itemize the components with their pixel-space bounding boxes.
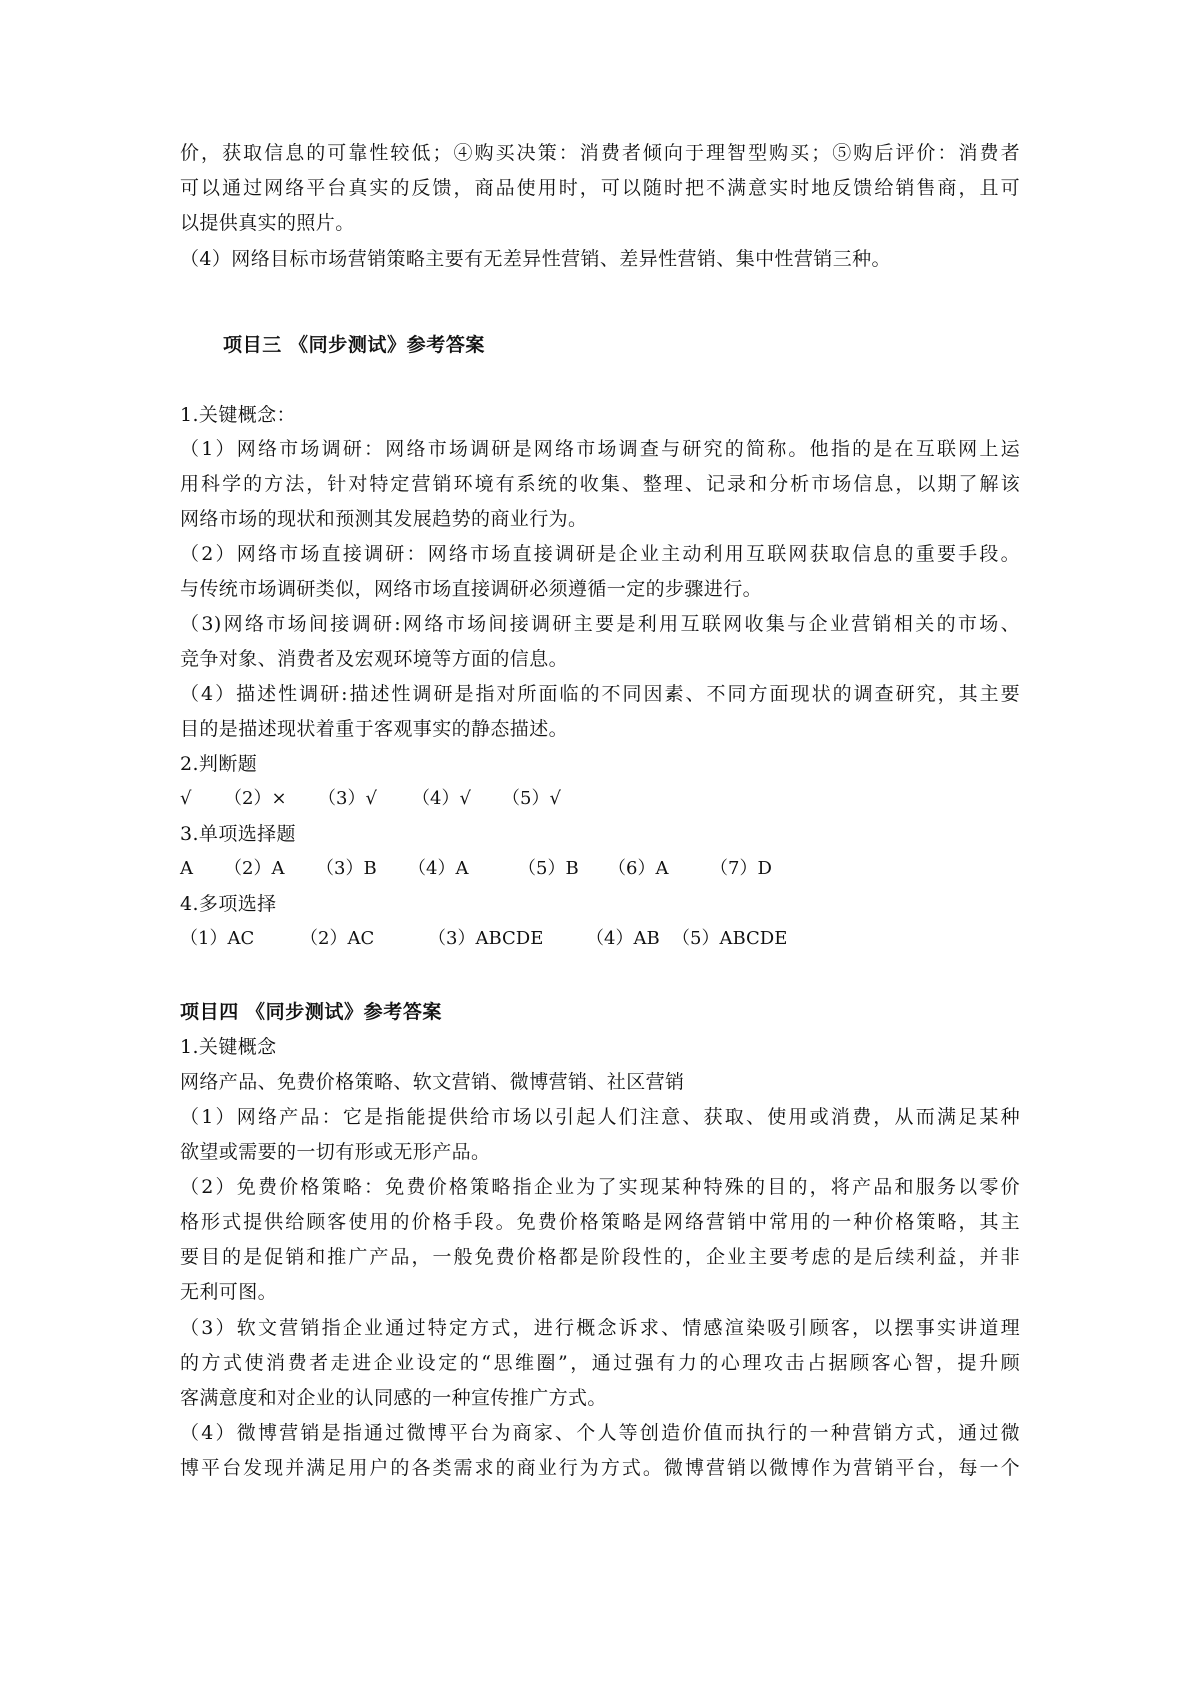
paragraph-line: （4）网络目标市场营销策略主要有无差异性营销、差异性营销、集中性营销三种。 [180,248,891,270]
paragraph-line: 目的是描述现状着重于客观事实的静态描述。 [180,718,569,740]
paragraph-line: 要目的是促销和推广产品，一般免费价格都是阶段性的，企业主要考虑的是后续利益，并非 [180,1246,1020,1268]
section-title: 3.单项选择题 [180,823,296,845]
paragraph-line: 价，获取信息的可靠性较低；④购买决策：消费者倾向于理智型购买；⑤购后评价：消费者 [180,142,1020,164]
paragraph-line: 与传统市场调研类似，网络市场直接调研必须遵循一定的步骤进行。 [180,578,763,600]
project4-heading: 项目四 《同步测试》参考答案 [180,1001,443,1023]
answer-item: （2）AC [300,928,375,949]
answer-item: （3）B [316,858,377,879]
paragraph-line: （4）描述性调研:描述性调研是指对所面临的不同因素、不同方面现状的调查研究，其主要 [180,683,1020,705]
answer-item: √ [180,788,192,809]
paragraph-line: （2）网络市场直接调研：网络市场直接调研是企业主动利用互联网获取信息的重要手段。 [180,543,1020,565]
answer-item: （2）A [224,858,285,879]
paragraph-line: （2）免费价格策略：免费价格策略指企业为了实现某种特殊的目的，将产品和服务以零价 [180,1176,1020,1198]
single-choice-answers [180,857,1020,881]
paragraph-line: 可以通过网络平台真实的反馈，商品使用时，可以随时把不满意实时地反馈给销售商，且可 [180,177,1020,199]
section-title: 1.关键概念 [180,1036,277,1058]
answer-item: （1）AC [180,928,255,949]
paragraph-line: （3）软文营销指企业通过特定方式，进行概念诉求、情感渲染吸引顾客，以摆事实讲道理 [180,1317,1020,1339]
paragraph-line: 竞争对象、消费者及宏观环境等方面的信息。 [180,648,569,670]
paragraph-line: 格形式提供给顾客使用的价格手段。免费价格策略是网络营销中常用的一种价格策略，其主 [180,1211,1020,1233]
paragraph-line: 欲望或需要的一切有形或无形产品。 [180,1141,491,1163]
multi-choice-answers [180,927,1020,951]
answer-item: （5）ABCDE [672,928,788,949]
answer-item: （4）AB [586,928,660,949]
paragraph-line: （1）网络产品：它是指能提供给市场以引起人们注意、获取、使用或消费，从而满足某种 [180,1106,1020,1128]
answer-item: （7）D [710,858,772,879]
answer-item: （5）B [518,858,579,879]
answer-item: （4）√ [412,788,471,809]
answer-item: A [180,858,193,879]
paragraph-line: 的方式使消费者走进企业设定的“思维圈”，通过强有力的心理攻击占据顾客心智，提升顾 [180,1352,1020,1374]
judgment-answers [180,787,1020,811]
answer-item: （2）× [224,788,287,809]
paragraph-line: 网络产品、免费价格策略、软文营销、微博营销、社区营销 [180,1071,685,1093]
answer-item: （4）A [408,858,469,879]
answer-item: （6）A [608,858,669,879]
paragraph-line: 用科学的方法，针对特定营销环境有系统的收集、整理、记录和分析市场信息，以期了解该 [180,473,1020,495]
paragraph-line: 无利可图。 [180,1281,278,1303]
section-title: 1.关键概念： [180,404,296,426]
project3-heading: 项目三 《同步测试》参考答案 [223,334,486,356]
section-title: 2.判断题 [180,753,258,775]
paragraph-line: 以提供真实的照片。 [180,212,355,234]
answer-item: （3）ABCDE [428,928,544,949]
answer-item: （3）√ [318,788,377,809]
paragraph-line: 博平台发现并满足用户的各类需求的商业行为方式。微博营销以微博作为营销平台，每一个 [180,1457,1020,1479]
paragraph-line: （1）网络市场调研：网络市场调研是网络市场调查与研究的简称。他指的是在互联网上运 [180,438,1020,460]
paragraph-line: 网络市场的现状和预测其发展趋势的商业行为。 [180,508,588,530]
section-title: 4.多项选择 [180,893,277,915]
answer-item: （5）√ [502,788,561,809]
paragraph-line: （4）微博营销是指通过微博平台为商家、个人等创造价值而执行的一种营销方式，通过微 [180,1422,1020,1444]
paragraph-line: （3)网络市场间接调研:网络市场间接调研主要是利用互联网收集与企业营销相关的市场、 [180,613,1020,635]
paragraph-line: 客满意度和对企业的认同感的一种宣传推广方式。 [180,1387,607,1409]
